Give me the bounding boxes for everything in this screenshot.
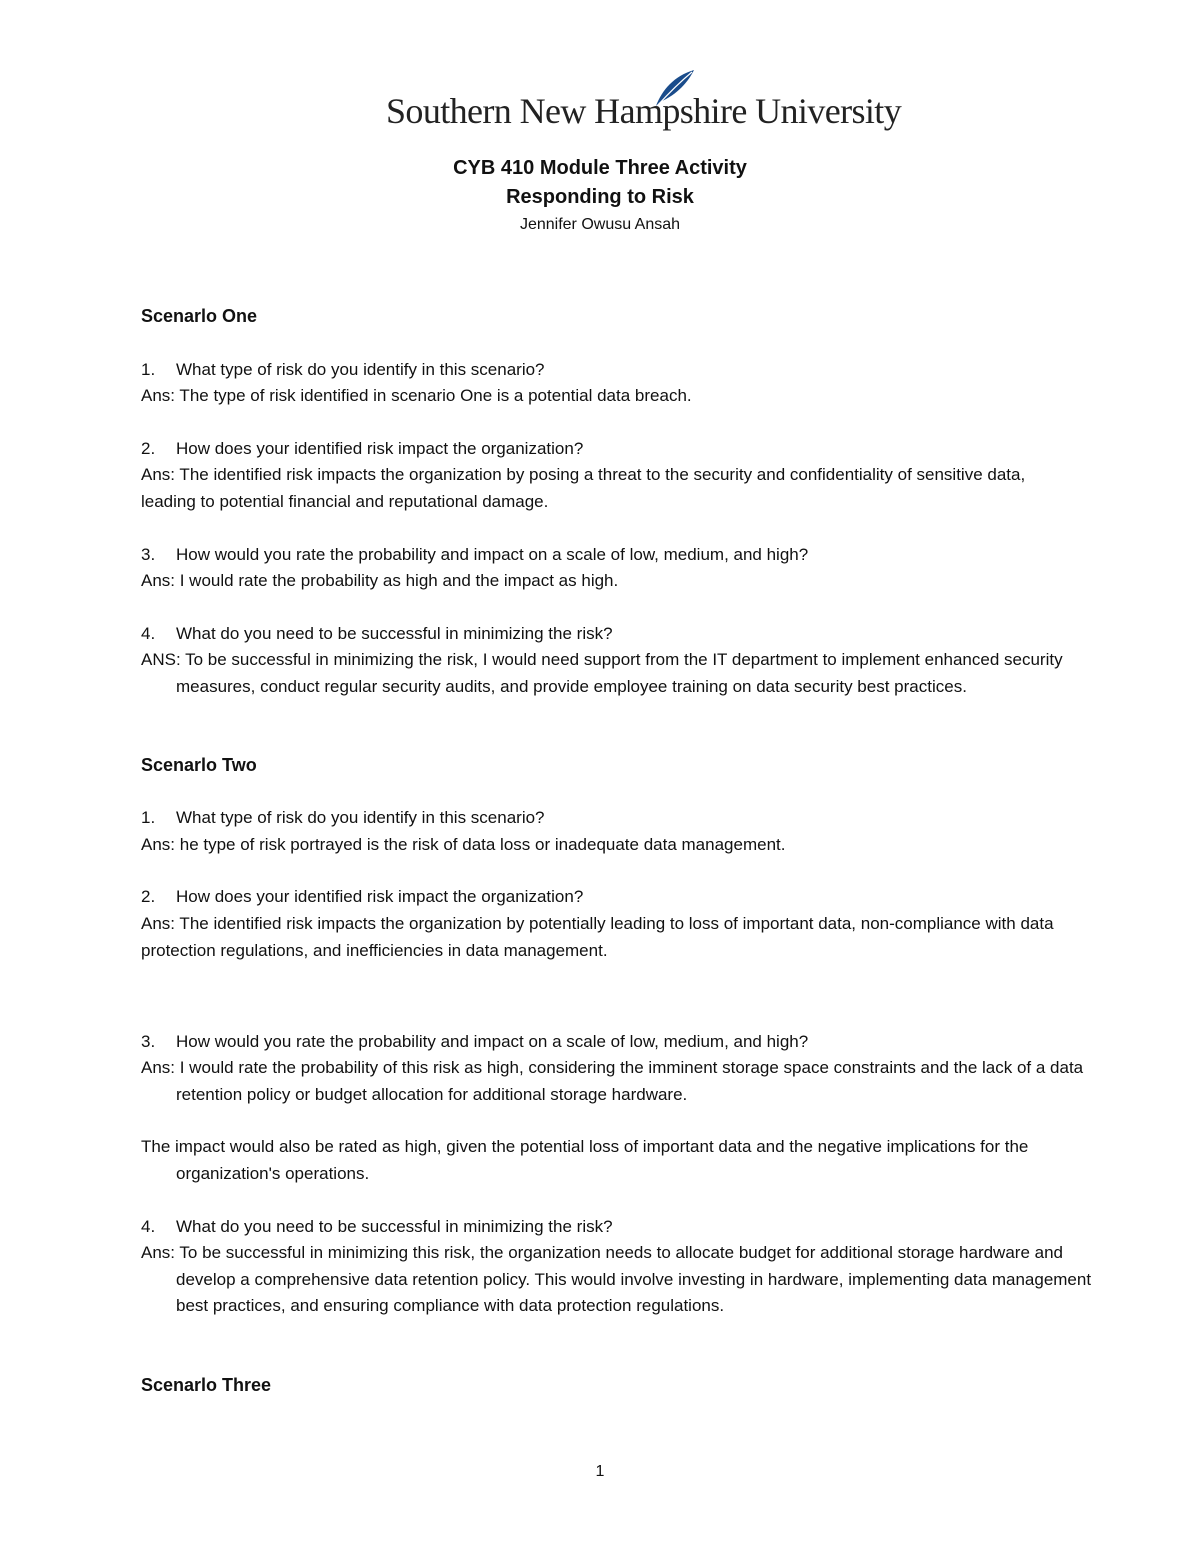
question-number: 2.: [141, 887, 156, 906]
question: [141, 884, 1061, 911]
scenario-two-heading: Scenarlo Two: [141, 755, 257, 775]
leaf-icon: [652, 68, 696, 108]
page-number: 1: [595, 1463, 605, 1480]
question-number: 3.: [141, 545, 156, 564]
answer: Ans: To be successful in minimizing this risk, the organization needs to allocate budget for additional storage hardware and develop a comprehensive data retention policy. This would involve investing in hardware, implementing data management best practices, and ensuring compliance with data protection regulations.: [141, 1243, 1092, 1315]
answer: Ans: The identified risk impacts the organization by posing a threat to the security and confidentiality of sensitive data, leading to potential financial and reputational damage.: [141, 465, 1026, 511]
question-text: What do you need to be successful in minimizing the risk?: [176, 624, 613, 643]
question: [141, 542, 1061, 569]
question: [141, 1029, 1061, 1056]
question-number: 3.: [141, 1032, 156, 1051]
question-text: What type of risk do you identify in this scenario?: [176, 808, 545, 827]
question-text: What do you need to be successful in minimizing the risk?: [176, 1217, 613, 1236]
author-name: Jennifer Owusu Ansah: [519, 216, 681, 233]
question-number: 4.: [141, 1217, 156, 1236]
question: [141, 621, 1061, 648]
question-text: How does your identified risk impact the organization?: [176, 887, 584, 906]
answer: Ans: I would rate the probability of this risk as high, considering the imminent storage space constraints and the lack of a data retention policy or budget allocation for additional storage hardware.: [141, 1058, 1084, 1104]
document-title: CYB 410 Module Three Activity: [453, 157, 747, 179]
answer: ANS: To be successful in minimizing the risk, I would need support from the IT department to implement enhanced security measures, conduct regular security audits, and provide employee training on data security best practices.: [141, 650, 1063, 696]
question: [141, 357, 1061, 384]
answer: Ans: I would rate the probability as high and the impact as high.: [141, 571, 619, 590]
answer: Ans: The type of risk identified in scenario One is a potential data breach.: [141, 386, 692, 405]
question-text: How would you rate the probability and impact on a scale of low, medium, and high?: [176, 545, 809, 564]
answer-continued: The impact would also be rated as high, given the potential loss of important data and the negative implications for the organization's operations.: [141, 1137, 1029, 1183]
answer: Ans: The identified risk impacts the organization by potentially leading to loss of important data, non-compliance with data protection regulations, and inefficiencies in data management.: [141, 914, 1054, 960]
logo-text: Southern New Hampshire University: [386, 91, 902, 131]
question: [141, 805, 1061, 832]
question-text: How does your identified risk impact the organization?: [176, 439, 584, 458]
question-number: 2.: [141, 439, 156, 458]
question-number: 1.: [141, 360, 156, 379]
scenario-one-heading: Scenarlo One: [141, 306, 258, 326]
question: [141, 1214, 1061, 1241]
question-text: How would you rate the probability and impact on a scale of low, medium, and high?: [176, 1032, 809, 1051]
question-text: What type of risk do you identify in this scenario?: [176, 360, 545, 379]
question-number: 1.: [141, 808, 156, 827]
scenario-three-heading: Scenarlo Three: [141, 1375, 272, 1395]
question: [141, 436, 1061, 463]
answer: Ans: he type of risk portrayed is the risk of data loss or inadequate data management.: [141, 835, 786, 854]
university-logo: [386, 68, 902, 138]
document-subtitle: Responding to Risk: [506, 186, 694, 208]
question-number: 4.: [141, 624, 156, 643]
